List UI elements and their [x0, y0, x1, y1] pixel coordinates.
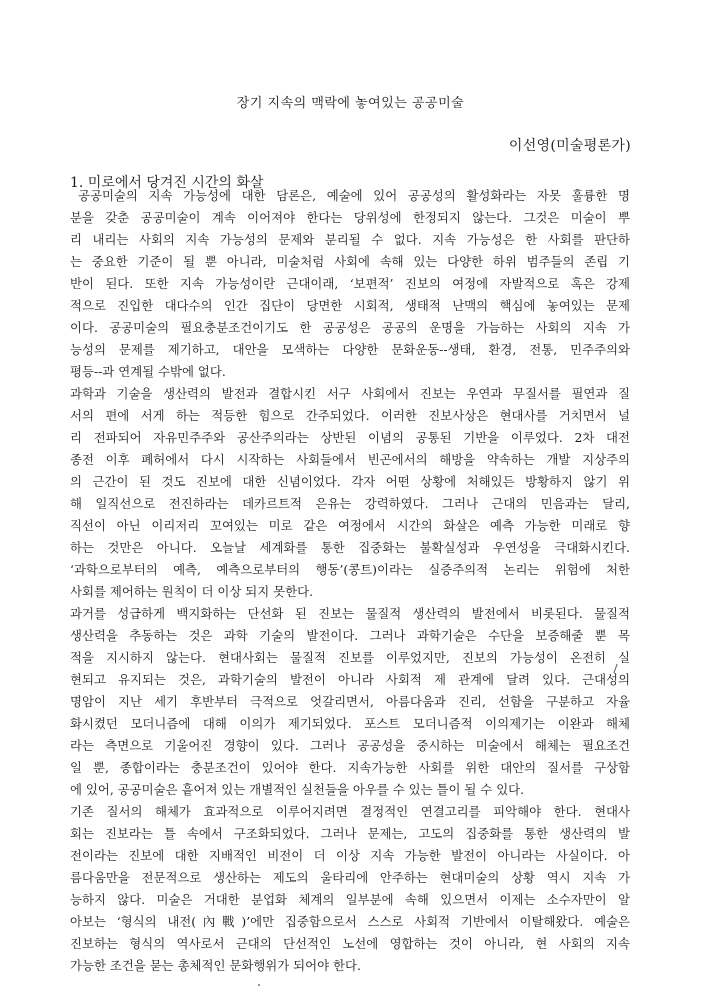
body-line: 화시켰던 모더니즘에 대해 이의가 제기되었다. 포스트 모더니즘적 이의제기는 이완과 해체	[70, 716, 630, 731]
body-line: 름다움만을 전문적으로 생산하는 제도의 울타리에 안주하는 현대미술의 상황 역시 지속 가	[70, 870, 630, 885]
body-line: 회는 진보라는 틀 속에서 구조화되었다. 그러나 문제는, 고도의 집중화를 통한 생산력의 발	[70, 826, 630, 841]
body-line: 하는 것만은 아니다. 오늘날 세계화를 통한 집중화는 불확실성과 우연성을 극대화시킨다.	[70, 540, 630, 555]
body-line: 이다. 공공미술의 필요충분조건이기도 한 공공성은 공공의 운명을 가늠하는 사회의 지속 가	[70, 320, 630, 335]
body-line: ‘과학으로부터의 예측, 예측으로부터의 행동’(콩트)이라는 실증주의적 논리는 위험에 처한	[70, 562, 630, 577]
body-line: 해 일직선으로 전진하라는 데카르트적 은유는 강력하였다. 그러나 근대의 민음과는 달리,	[70, 496, 630, 511]
body-line: 서의 편에 서게 하는 적등한 힘으로 간주되었다. 이러한 진보사상은 현대사를 거치면서 널	[70, 408, 630, 423]
body-line: 능하지 않다. 미술은 거대한 분업화 체계의 일부분에 속해 있으면서 이제는 소수자만이 알	[70, 892, 630, 907]
body-line: 직선이 아닌 이리저리 꼬여있는 미로 같은 여정에서 시간의 화살은 예측 가능한 미래로 향	[70, 518, 630, 533]
body-line: 분을 갖춘 공공미술이 계속 이어져야 한다는 당위성에 한정되지 않는다. 그것은 미술이 뿌	[70, 210, 630, 225]
body-line: 진보하는 형식의 역사로서 근대의 단선적인 노선에 영합하는 것이 아니라, 현 사회의 지속	[70, 936, 630, 951]
body-line: 종전 이후 폐허에서 다시 시작하는 사회들에서 빈곤에서의 해방을 약속하는 개발 지상주의	[70, 452, 630, 467]
body-line: 에 있어, 공공미술은 흩어져 있는 개별적인 실천들을 아우를 수 있는 틀이 될 수 있다.	[70, 782, 525, 797]
body-line: 리 내리는 사회의 지속 가능성의 문제와 분리될 수 없다. 지속 가능성은 한 사회를 판단하	[70, 232, 630, 247]
body-line: 생산력을 추동하는 것은 과학 기술의 발전이다. 그러나 과학기술은 수단을 보증해줄 뿐 목	[70, 628, 630, 643]
body-line: 는 중요한 기준이 될 뿐 아니라, 미술처럼 사회에 속해 있는 다양한 하위 범주들의 존립 기	[70, 254, 630, 269]
body-line: 반이 된다. 또한 지속 가능성이란 근대이래, ‘보편적’ 진보의 여정에 자발적으로 혹은 강제	[70, 276, 630, 291]
body-line: 적을 지시하지 않는다. 현대사회는 물질적 진보를 이루었지만, 진보의 가능성이 온전히 실	[70, 650, 630, 665]
body-line: 라는 측면으로 기울어진 경향이 있다. 그러나 공공성을 중시하는 미술에서 해체는 필요조건	[70, 738, 630, 753]
body-line: 현되고 유지되는 것은, 과학기술의 발전이 아니라 사회적 제 관계에 달려 있다. 근대성의	[70, 672, 630, 687]
body-line: 능성의 문제를 제기하고, 대안을 모색하는 다양한 문화운동--생태, 환경, 전통, 민주주의와	[70, 342, 630, 357]
body-line: 전이라는 진보에 대한 지배적인 비전이 더 이상 지속 가능한 발전이 아니라는 사실이다. 아	[70, 848, 630, 863]
body-line: 아보는 ‘형식의 내전(內戰)’에만 집중함으로서 스스로 사회적 기반에서 이탈해왔다. 예술은	[70, 914, 630, 929]
body-line: 평등--과 연계될 수밖에 없다.	[70, 364, 226, 379]
body-line: 기존 질서의 해체가 효과적으로 이루어지려면 결정적인 연결고리를 피악해야 한다. 현대사	[70, 804, 630, 819]
body-line: 명암이 지난 세기 후반부터 극적으로 엇갈리면서, 아름다움과 진리, 선함을 구분하고 자율	[70, 694, 630, 709]
document-title: 장기 지속의 맥락에 놓여있는 공공미술	[236, 96, 465, 111]
body-line: 적으로 진입한 대다수의 인간 집단이 당면한 시회적, 생태적 난맥의 핵심에 놓여있는 문제	[70, 298, 630, 313]
scan-speck	[258, 984, 260, 986]
body-line: 리 전파되어 자유민주주와 공산주의라는 상반된 이념의 공통된 기반을 이루었다. 2차 대전	[70, 430, 630, 445]
body-line: 사회를 제어하는 원칙이 더 이상 되지 못한다.	[70, 584, 314, 599]
body-line: 의 근간이 된 것도 진보에 대한 신념이었다. 각자 어떤 상황에 처해있든 방황하지 않기 위	[70, 474, 630, 489]
body-line: 일 뿐, 종합이라는 충분조건이 있어야 한다. 지속가능한 사회를 위한 대안의 질서를 구상함	[70, 760, 630, 775]
body-line: 공공미술의 지속 가능성에 대한 담론은, 예술에 있어 공공성의 활성화라는 자못 훌륭한 명	[78, 188, 630, 203]
body-line: 과거를 성급하게 백지화하는 단선화 된 진보는 물질적 생산력의 발전에서 비롯된다. 물질적	[70, 606, 630, 621]
body-line: 가능한 조건을 묻는 총체적인 문화행위가 되어야 한다.	[70, 958, 361, 973]
body-line: 과학과 기술을 생산력의 발전과 결합시킨 서구 사회에서 진보는 우연과 무질서를 필연과 질	[70, 386, 630, 401]
author-byline: 이선영(미술평론가)	[508, 138, 631, 154]
section-heading: 1. 미로에서 당겨진 시간의 화살	[70, 175, 264, 191]
